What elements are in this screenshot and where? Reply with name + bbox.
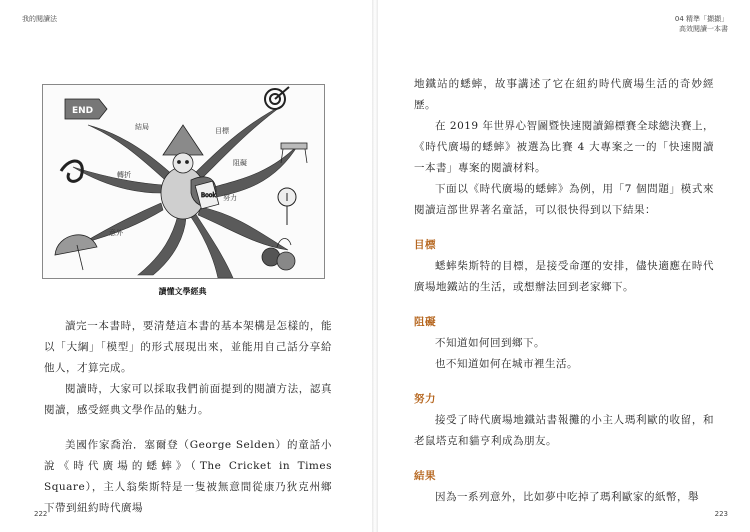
label-accident: 意外	[109, 229, 123, 237]
running-head-right	[675, 14, 728, 34]
figure-caption: 讀懂文學經典	[158, 287, 207, 296]
left-page	[0, 0, 372, 532]
end-label: END	[72, 106, 94, 116]
branch-bottom	[138, 215, 186, 275]
target-icon	[265, 87, 289, 109]
turn-arrow-icon	[61, 161, 82, 181]
paragraph: 閱讀時，大家可以採取我們前面提到的閱讀方法，認真閱讀，感受經典文學作品的魅力。	[44, 383, 332, 416]
running-head-section: 高效閱讀一本書	[679, 25, 728, 33]
section-line: 不知道如何回到鄉下。	[435, 337, 545, 349]
paragraph: 在 2019 年世界心智圖暨快速閱讀錦標賽全球總決賽上，《時代廣場的蟋蟀》被選為比賽 4 大專案之一的「快速閱讀一本書」專案的閱讀材料。	[414, 120, 714, 174]
cricket-character	[161, 125, 219, 219]
label-result: 結局	[135, 123, 149, 131]
end-sign-icon	[65, 99, 107, 119]
left-body-text	[44, 316, 332, 519]
running-head-chapter: 04 精準「擷擷」	[674, 15, 728, 23]
section-line: 接受了時代廣場地鐵站書報攤的小主人瑪利歐的收留，和老鼠塔克和貓亨利成為朋友。	[414, 414, 714, 447]
section-heading-result: 結果	[414, 470, 436, 482]
paragraph: 美國作家喬治．塞爾登（George Selden）的童話小說《時代廣場的蟋蟀》（The Cricket in Times Square），主人翁柴斯特是一隻被無意間從康乃狄克州鄉下帶到紐約時代廣場	[44, 439, 332, 514]
umbrella-icon	[55, 235, 97, 270]
paragraph: 下面以《時代廣場的蟋蟀》為例，用「7 個問題」模式來閱讀這部世界著名童話，可以很快得到以下結果：	[414, 183, 714, 216]
label-effort: 努力	[223, 194, 237, 202]
section-line: 也不知道如何在城市裡生活。	[435, 358, 578, 370]
paragraph: 讀完一本書時，要清楚這本書的基本架構是怎樣的，能以「大綱」「模型」的形式展現出來，並能用自己話分享給他人，才算完成。	[44, 320, 332, 374]
page-number-right: 223	[714, 510, 728, 518]
right-body-text	[414, 74, 714, 508]
label-turn: 轉折	[117, 171, 131, 179]
section-line: 蟋蟀柴斯特的目標，是接受命運的安排，儘快適應在時代廣場地鐵站的生活，或想辦法回到老家鄉下。	[414, 260, 714, 293]
label-obstacle: 阻礙	[233, 159, 247, 167]
branch-lower-left	[83, 203, 163, 243]
section-heading-obstacle: 阻礙	[414, 316, 436, 328]
mind-map-drawing	[43, 85, 324, 278]
right-page	[378, 0, 750, 532]
book-label: Book	[201, 192, 216, 199]
walker-sign-icon	[278, 188, 296, 225]
section-line: 因為一系列意外，比如夢中吃掉了瑪利歐家的紙幣，舉	[435, 491, 699, 503]
label-goal: 目標	[215, 127, 229, 135]
section-heading-goal: 目標	[414, 239, 436, 251]
section-heading-effort: 努力	[414, 393, 436, 405]
mind-map-illustration	[42, 84, 325, 279]
page-number-left: 222	[34, 510, 48, 518]
running-head-left: 我的閱讀法	[22, 15, 57, 23]
paragraph: 地鐵站的蟋蟀，故事講述了它在紐約時代廣場生活的奇妙經歷。	[414, 78, 714, 111]
